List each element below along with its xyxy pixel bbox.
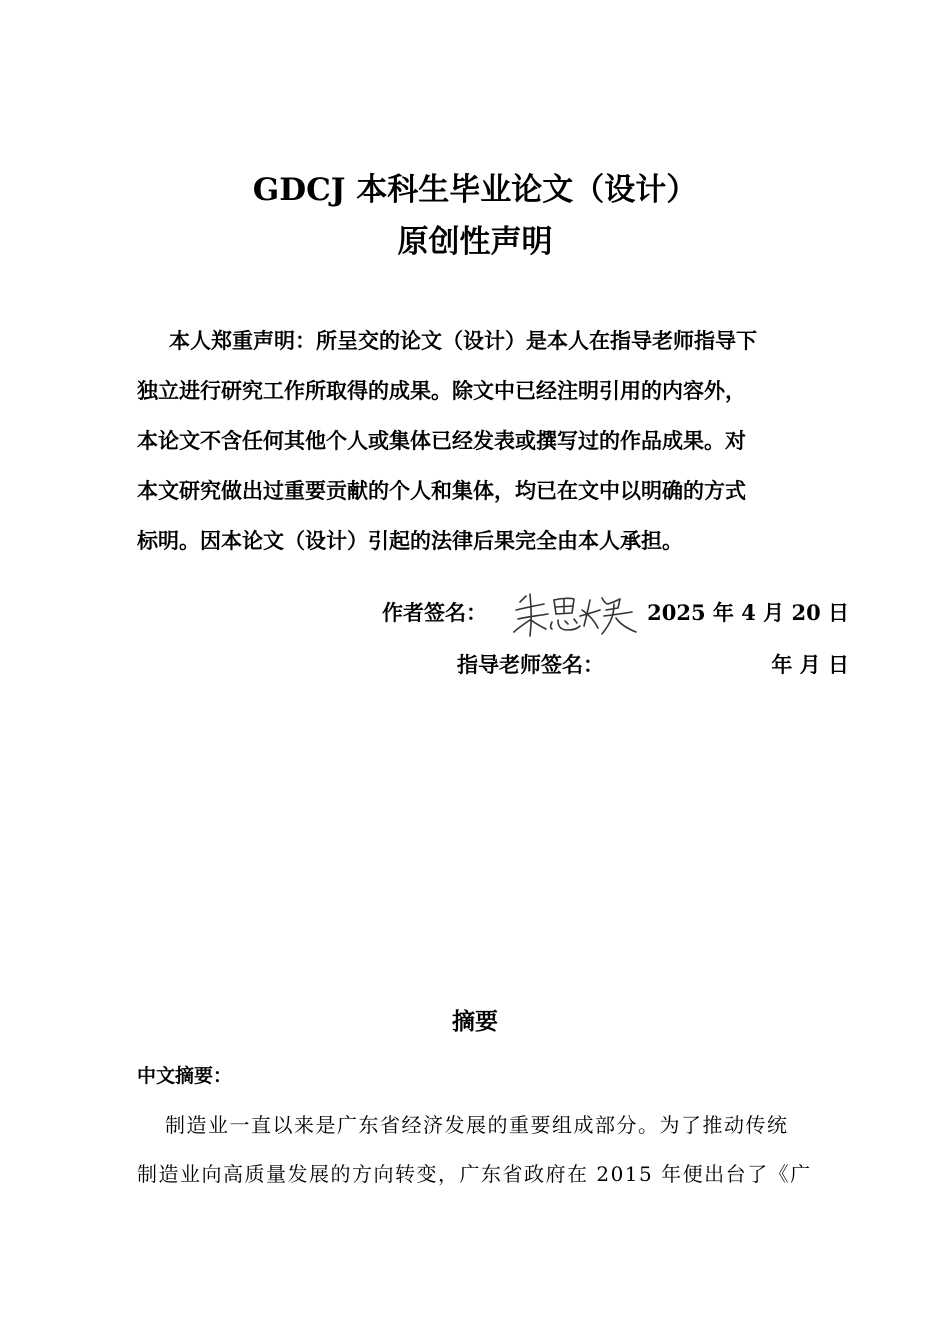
abstract-paragraph-line: 制造业向高质量发展的方向转变，广东省政府在 2015 年便出台了《广: [137, 1162, 812, 1186]
author-signature-label: 作者签名：: [382, 600, 487, 625]
thesis-title: GDCJ 本科生毕业论文（设计）: [252, 172, 698, 208]
advisor-signature-date: 年 月 日: [771, 652, 849, 677]
handwritten-signature: [510, 582, 640, 642]
advisor-signature-label: 指导老师签名：: [457, 652, 604, 677]
declaration-line: 标明。因本论文（设计）引起的法律后果完全由本人承担。: [137, 528, 683, 553]
chinese-abstract-label: 中文摘要：: [137, 1065, 233, 1087]
author-signature-date: 2025 年 4 月 20 日: [647, 600, 849, 625]
declaration-line: 独立进行研究工作所取得的成果。除文中已经注明引用的内容外，: [137, 378, 746, 403]
declaration-line: 本人郑重声明：所呈交的论文（设计）是本人在指导老师指导下: [169, 328, 757, 353]
declaration-title: 原创性声明: [397, 224, 553, 260]
declaration-line: 本论文不含任何其他个人或集体已经发表或撰写过的作品成果。对: [137, 428, 746, 453]
abstract-heading: 摘要: [452, 1008, 498, 1035]
abstract-paragraph-line: 制造业一直以来是广东省经济发展的重要组成部分。为了推动传统: [165, 1113, 789, 1137]
declaration-line: 本文研究做出过重要贡献的个人和集体，均已在文中以明确的方式: [137, 478, 746, 503]
